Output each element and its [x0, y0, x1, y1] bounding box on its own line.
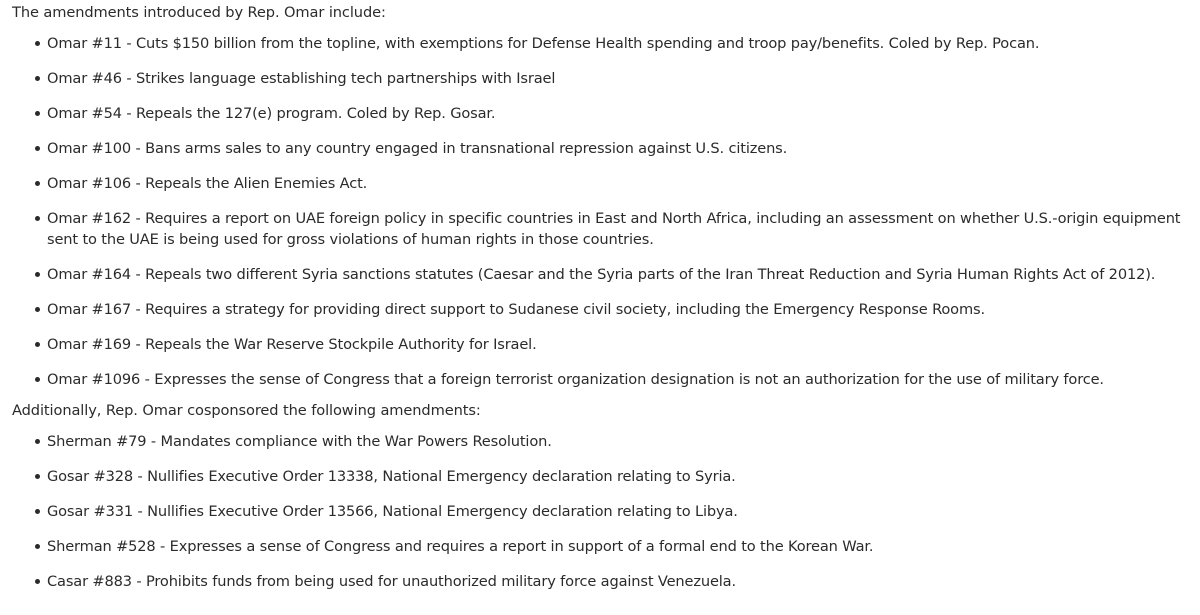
list-item: Omar #1096 - Expresses the sense of Congress that a foreign terrorist organization designation is not an authorization for the use of military force.	[12, 369, 1190, 390]
additional-paragraph: Additionally, Rep. Omar cosponsored the following amendments:	[12, 402, 481, 419]
list-item: Gosar #328 - Nullifies Executive Order 13338, National Emergency declaration relating to Syria.	[12, 466, 1190, 487]
list-item: Omar #106 - Repeals the Alien Enemies Act.	[12, 173, 1190, 194]
list-item: Omar #169 - Repeals the War Reserve Stockpile Authority for Israel.	[12, 334, 1190, 355]
list-item: Omar #162 - Requires a report on UAE foreign policy in specific countries in East and North Africa, including an assessment on whether U.S.-origin equipment sent to the UAE is being used for gross violations of human rights in those countries.	[12, 208, 1190, 250]
list-item: Omar #100 - Bans arms sales to any country engaged in transnational repression against U.S. citizens.	[12, 138, 1190, 159]
list-item: Omar #167 - Requires a strategy for providing direct support to Sudanese civil society, including the Emergency Response Rooms.	[12, 299, 1190, 320]
list-item: Omar #11 - Cuts $150 billion from the topline, with exemptions for Defense Health spending and troop pay/benefits. Coled by Rep. Pocan.	[12, 33, 1190, 54]
list-item: Omar #46 - Strikes language establishing tech partnerships with Israel	[12, 68, 1190, 89]
omar-amendments-list	[12, 33, 1190, 390]
list-item: Sherman #528 - Expresses a sense of Congress and requires a report in support of a formal end to the Korean War.	[12, 536, 1190, 557]
list-item: Gosar #331 - Nullifies Executive Order 13566, National Emergency declaration relating to Libya.	[12, 501, 1190, 522]
list-item: Casar #883 - Prohibits funds from being used for unauthorized military force against Venezuela.	[12, 571, 1190, 592]
intro-paragraph: The amendments introduced by Rep. Omar include:	[12, 4, 386, 21]
list-item: Omar #54 - Repeals the 127(e) program. Coled by Rep. Gosar.	[12, 103, 1190, 124]
cosponsored-amendments-list	[12, 431, 1190, 592]
list-item: Omar #164 - Repeals two different Syria sanctions statutes (Caesar and the Syria parts of the Iran Threat Reduction and Syria Human Rights Act of 2012).	[12, 264, 1190, 285]
list-item: Sherman #79 - Mandates compliance with the War Powers Resolution.	[12, 431, 1190, 452]
